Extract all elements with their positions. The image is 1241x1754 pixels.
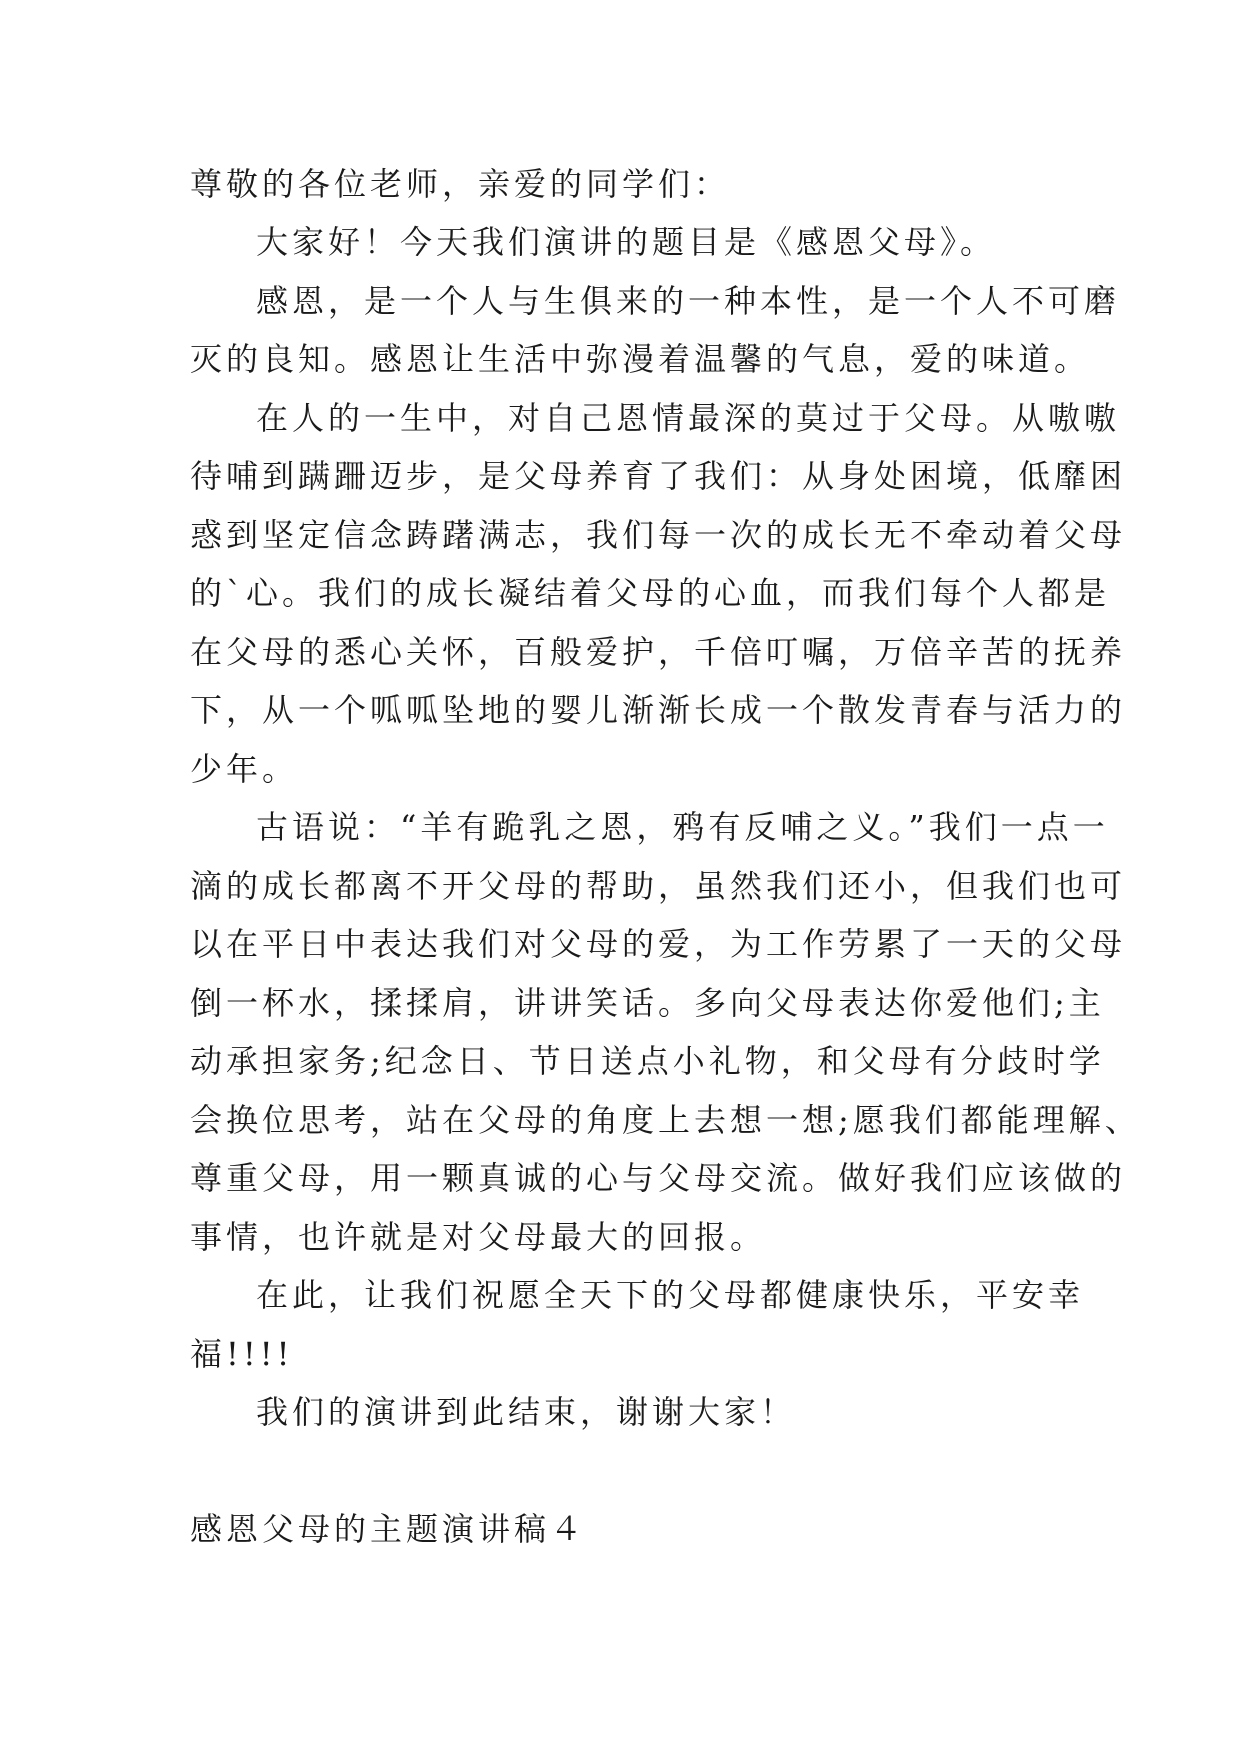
paragraph-line: 动承担家务;纪念日、节日送点小礼物，和父母有分歧时学 bbox=[190, 1042, 1105, 1080]
greeting-line: 大家好！今天我们演讲的题目是《感恩父母》。 bbox=[256, 223, 997, 261]
paragraph-line: 以在平日中表达我们对父母的爱，为工作劳累了一天的父母 bbox=[190, 925, 1127, 963]
paragraph-line: 尊重父母，用一颗真诚的心与父母交流。做好我们应该做的 bbox=[190, 1159, 1127, 1197]
paragraph-line: 待哺到蹒跚迈步，是父母养育了我们：从身处困境，低靡困 bbox=[190, 457, 1127, 495]
paragraph-line: 在人的一生中，对自己恩情最深的莫过于父母。从嗷嗷 bbox=[256, 399, 1121, 437]
paragraph-line: 滴的成长都离不开父母的帮助，虽然我们还小，但我们也可 bbox=[190, 867, 1127, 905]
paragraph-line: 福!!!! bbox=[190, 1335, 294, 1373]
salutation: 尊敬的各位老师，亲爱的同学们： bbox=[190, 165, 731, 203]
paragraph-line: 在此，让我们祝愿全天下的父母都健康快乐，平安幸 bbox=[256, 1276, 1085, 1314]
paragraph-line: 古语说：“羊有跪乳之恩，鸦有反哺之义。”我们一点一 bbox=[256, 808, 1109, 846]
paragraph-line: 倒一杯水，揉揉肩，讲讲笑话。多向父母表达你爱他们;主 bbox=[190, 984, 1105, 1022]
section-title: 感恩父母的主题演讲稿４ bbox=[190, 1510, 587, 1548]
paragraph-line: 灭的良知。感恩让生活中弥漫着温馨的气息，爱的味道。 bbox=[190, 340, 1091, 378]
paragraph-line: 感恩，是一个人与生俱来的一种本性，是一个人不可磨 bbox=[256, 282, 1121, 320]
paragraph-line: 下，从一个呱呱坠地的婴儿渐渐长成一个散发青春与活力的 bbox=[190, 691, 1127, 729]
paragraph-line: 事情，也许就是对父母最大的回报。 bbox=[190, 1218, 767, 1256]
paragraph-line: 会换位思考，站在父母的角度上去想一想;愿我们都能理解、 bbox=[190, 1101, 1141, 1139]
paragraph-line: 少年。 bbox=[190, 750, 299, 788]
paragraph-line: 惑到坚定信念踌躇满志，我们每一次的成长无不牵动着父母 bbox=[190, 516, 1127, 554]
paragraph-line: 在父母的悉心关怀，百般爱护，千倍叮嘱，万倍辛苦的抚养 bbox=[190, 633, 1127, 671]
paragraph-line: 的`心。我们的成长凝结着父母的心血，而我们每个人都是 bbox=[190, 574, 1111, 612]
closing-line: 我们的演讲到此结束，谢谢大家！ bbox=[256, 1393, 797, 1431]
